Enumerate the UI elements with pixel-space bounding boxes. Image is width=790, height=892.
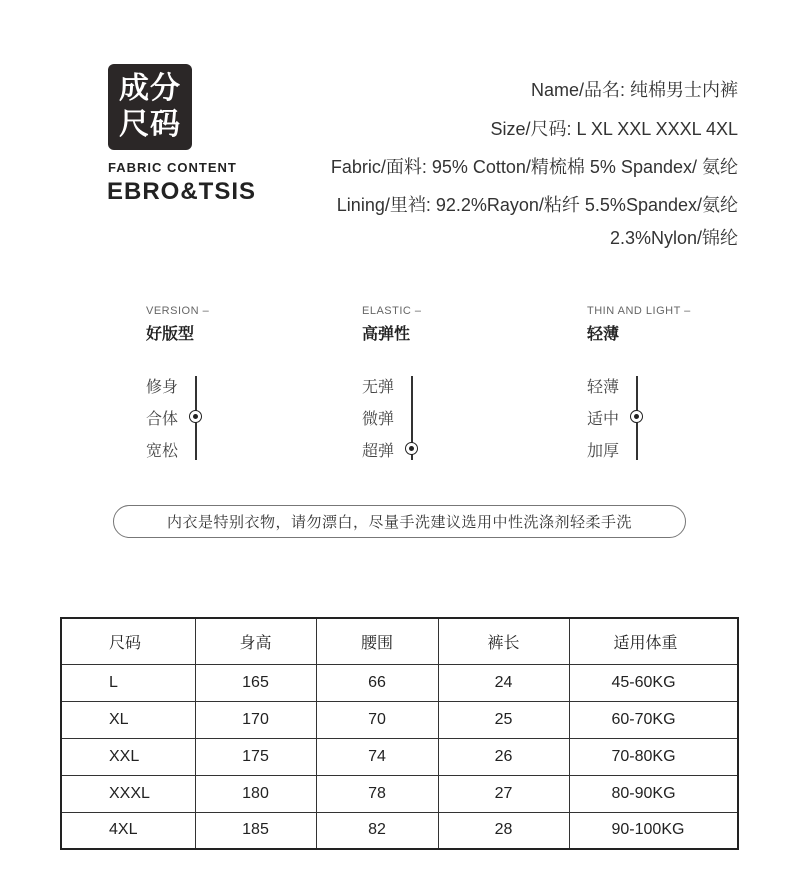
cell-length: 24 [438, 664, 569, 701]
cell-waist: 82 [316, 812, 438, 849]
cell-waist: 66 [316, 664, 438, 701]
feature-thin-light [587, 305, 691, 344]
cell-length: 25 [438, 701, 569, 738]
scale-selected-dot [189, 410, 202, 423]
cell-length: 27 [438, 775, 569, 812]
scale-option: 超弹 [362, 441, 395, 460]
cell-weight: 70-80KG [569, 738, 738, 775]
column-header-size: 尺码 [61, 618, 195, 664]
feature-cn-label: 好版型 [146, 324, 195, 343]
cell-size: XL [61, 701, 195, 738]
scale-selected-dot [630, 410, 643, 423]
scale-option: 加厚 [587, 441, 620, 460]
product-fabric: Fabric/面料: 95% Cotton/精梳棉 5% Spandex/ 氨纶 [330, 157, 738, 177]
scale-option: 轻薄 [587, 377, 620, 396]
cell-size: XXL [61, 738, 195, 775]
cell-height: 180 [195, 775, 316, 812]
logo-line-1: 成分 [119, 71, 181, 106]
scale-option: 宽松 [146, 441, 179, 460]
product-sizes: Size/尺码: L XL XXL XXXL 4XL [490, 119, 738, 139]
care-notice-text: 内衣是特别衣物，请勿漂白，尽量手洗建议选用中性洗涤剂轻柔手洗 [166, 513, 632, 531]
column-header-waist: 腰围 [316, 618, 438, 664]
brand-subtitle: FABRIC CONTENT [108, 160, 237, 175]
cell-height: 185 [195, 812, 316, 849]
scale-option: 适中 [587, 409, 620, 428]
feature-en-label: THIN AND LIGHT – [587, 305, 691, 317]
table-row [61, 775, 738, 812]
feature-en-label: VERSION – [146, 305, 210, 317]
table-row [61, 738, 738, 775]
cell-weight: 60-70KG [569, 701, 738, 738]
column-header-length: 裤长 [438, 618, 569, 664]
cell-size: 4XL [61, 812, 195, 849]
cell-length: 28 [438, 812, 569, 849]
logo-badge [108, 64, 192, 150]
product-lining: Lining/里裆: 92.2%Rayon/粘纤 5.5%Spandex/氨纶 [336, 195, 738, 215]
product-name: Name/品名: 纯棉男士内裤 [530, 80, 738, 100]
scale-option: 修身 [146, 377, 179, 396]
size-chart-table [60, 617, 739, 850]
table-row [61, 812, 738, 849]
cell-height: 170 [195, 701, 316, 738]
cell-height: 175 [195, 738, 316, 775]
cell-waist: 70 [316, 701, 438, 738]
column-header-weight: 适用体重 [569, 618, 738, 664]
logo-line-2: 尺码 [119, 107, 181, 142]
product-lining-extra: 2.3%Nylon/锦纶 [609, 228, 738, 248]
table-header-row [61, 618, 738, 664]
scale-option: 微弹 [362, 409, 395, 428]
cell-weight: 80-90KG [569, 775, 738, 812]
feature-elastic [362, 305, 422, 344]
scale-option: 无弹 [362, 377, 395, 396]
cell-length: 26 [438, 738, 569, 775]
brand-logo: EBRO&TSIS [107, 178, 257, 205]
table-row [61, 701, 738, 738]
feature-version [146, 305, 209, 344]
scale-selected-dot [405, 442, 418, 455]
care-notice [113, 505, 686, 538]
column-header-height: 身高 [195, 618, 316, 664]
cell-weight: 45-60KG [569, 664, 738, 701]
feature-cn-label: 高弹性 [362, 324, 411, 343]
feature-en-label: ELASTIC – [362, 305, 422, 317]
scale-option: 合体 [146, 409, 179, 428]
cell-waist: 78 [316, 775, 438, 812]
cell-height: 165 [195, 664, 316, 701]
cell-size: XXXL [61, 775, 195, 812]
cell-waist: 74 [316, 738, 438, 775]
cell-weight: 90-100KG [569, 812, 738, 849]
table-row [61, 664, 738, 701]
feature-cn-label: 轻薄 [587, 324, 620, 343]
cell-size: L [61, 664, 195, 701]
